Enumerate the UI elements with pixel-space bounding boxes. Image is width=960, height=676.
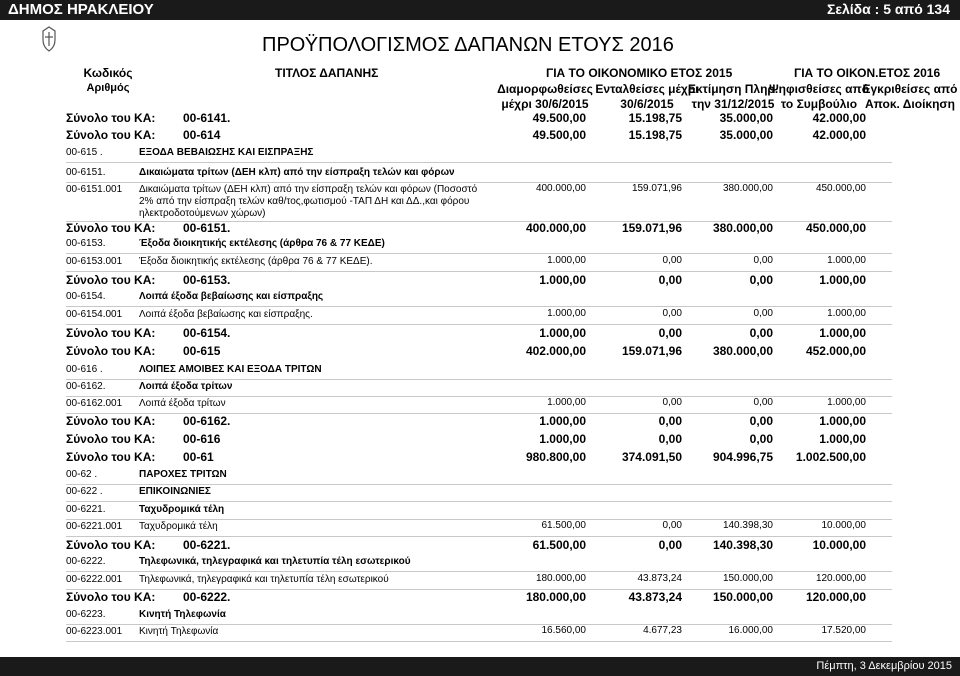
formed-amount: 402.000,00 xyxy=(525,344,586,358)
estimated-amount: 150.000,00 xyxy=(722,573,773,584)
formed-amount: 16.560,00 xyxy=(541,625,586,636)
estimated-amount: 380.000,00 xyxy=(712,221,773,235)
subtotal-code: 00-615 xyxy=(183,344,221,358)
category-title: Κινητή Τηλεφωνία xyxy=(139,609,226,620)
estimated-amount: 0,00 xyxy=(749,273,773,287)
category-code: 00-6223. xyxy=(66,609,106,620)
voted-amount: 450.000,00 xyxy=(805,221,866,235)
row-divider xyxy=(66,253,892,254)
formed-amount: 49.500,00 xyxy=(532,111,586,125)
formed-column-header xyxy=(490,82,600,112)
voted-amount: 450.000,00 xyxy=(815,183,866,194)
item-code: 00-6154.001 xyxy=(66,309,123,320)
category-code: 00-6222. xyxy=(66,556,106,567)
ordered-amount: 4.677,23 xyxy=(643,625,682,636)
ordered-amount: 159.071,96 xyxy=(621,221,682,235)
voted-amount: 10.000,00 xyxy=(812,538,866,552)
category-title: Τηλεφωνικά, τηλεγραφικά και τηλετυπία τέλη εσωτερικού xyxy=(139,556,411,567)
category-title: Έξοδα διοικητικής εκτέλεσης (άρθρα 76 & 77 ΚΕΔΕ) xyxy=(139,238,385,249)
page-indicator: Σελίδα : 5 από 134 xyxy=(826,1,950,17)
ordered-header-line2: 30/6/2015 xyxy=(620,97,674,111)
ordered-amount: 43.873,24 xyxy=(637,573,682,584)
category-code: 00-6153. xyxy=(66,238,106,249)
category-code: 00-622 . xyxy=(66,486,103,497)
estimated-amount: 0,00 xyxy=(749,326,773,340)
ordered-amount: 0,00 xyxy=(658,273,682,287)
estimated-amount: 140.398,30 xyxy=(722,520,773,531)
subtotal-code: 00-6221. xyxy=(183,538,231,552)
category-title: ΠΑΡΟΧΕΣ ΤΡΙΤΩΝ xyxy=(139,469,227,480)
voted-amount: 10.000,00 xyxy=(821,520,866,531)
code-column-header xyxy=(66,66,150,96)
formed-amount: 61.500,00 xyxy=(541,520,586,531)
fy2015-group-header: ΓΙΑ ΤΟ ΟΙΚΟΝΟΜΙΚΟ ΕΤΟΣ 2015 xyxy=(546,66,733,80)
subtotal-label: Σύνολο του ΚΑ: xyxy=(66,590,156,604)
formed-amount: 1.000,00 xyxy=(539,273,586,287)
estimated-amount: 35.000,00 xyxy=(719,111,773,125)
row-divider xyxy=(66,536,892,537)
voted-amount: 1.000,00 xyxy=(819,432,866,446)
ordered-amount: 0,00 xyxy=(658,432,682,446)
page-header-bar xyxy=(0,0,960,20)
item-code: 00-6222.001 xyxy=(66,574,123,585)
voted-amount: 1.002.500,00 xyxy=(795,450,866,464)
voted-amount: 1.000,00 xyxy=(819,326,866,340)
voted-amount: 17.520,00 xyxy=(821,625,866,636)
fy2016-group-header: ΓΙΑ ΤΟ ΟΙΚΟΝ.ΕΤΟΣ 2016 xyxy=(794,66,941,80)
subtotal-label: Σύνολο του ΚΑ: xyxy=(66,414,156,428)
formed-amount: 1.000,00 xyxy=(547,255,586,266)
subtotal-code: 00-6222. xyxy=(183,590,231,604)
document-title: ΠΡΟΫΠΟΛΟΓΙΣΜΟΣ ΔΑΠΑΝΩΝ ΕΤΟΥΣ 2016 xyxy=(262,34,674,56)
emblem-icon xyxy=(40,26,58,52)
footer-date: Πέμπτη, 3 Δεκεμβρίου 2015 xyxy=(816,660,952,672)
subtotal-label: Σύνολο του ΚΑ: xyxy=(66,111,156,125)
ordered-amount: 374.091,50 xyxy=(621,450,682,464)
formed-header-line2: μέχρι 30/6/2015 xyxy=(501,97,589,111)
subtotal-code: 00-6153. xyxy=(183,273,231,287)
item-description: Λοιπά έξοδα τρίτων xyxy=(139,398,226,409)
item-description-line3: ηλεκτροδοτούμενων χώρων) xyxy=(139,208,266,219)
category-title: ΛΟΙΠΕΣ ΑΜΟΙΒΕΣ ΚΑΙ ΕΞΟΔΑ ΤΡΙΤΩΝ xyxy=(139,364,322,375)
voted-amount: 120.000,00 xyxy=(815,573,866,584)
expense-title-header: ΤΙΤΛΟΣ ΔΑΠΑΝΗΣ xyxy=(275,66,379,80)
ordered-amount: 0,00 xyxy=(662,308,682,319)
row-divider xyxy=(66,324,892,325)
formed-amount: 980.800,00 xyxy=(525,450,586,464)
ordered-amount: 159.071,96 xyxy=(621,344,682,358)
category-code: 00-6154. xyxy=(66,291,106,302)
item-code: 00-6151.001 xyxy=(66,184,123,195)
category-code: 00-62 . xyxy=(66,469,98,480)
category-title: Λοιπά έξοδα τρίτων xyxy=(139,381,233,392)
item-code: 00-6162.001 xyxy=(66,398,123,409)
item-description: Έξοδα διοικητικής εκτέλεσης (άρθρα 76 & 77 ΚΕΔΕ). xyxy=(139,256,373,267)
subtotal-label: Σύνολο του ΚΑ: xyxy=(66,538,156,552)
formed-header-line1: Διαμορφωθείσες xyxy=(497,82,593,96)
row-divider xyxy=(66,641,892,642)
ordered-amount: 0,00 xyxy=(658,538,682,552)
item-code: 00-6153.001 xyxy=(66,256,123,267)
ordered-amount: 0,00 xyxy=(658,414,682,428)
code-header-line2: Αριθμός xyxy=(86,82,130,94)
estimated-amount: 140.398,30 xyxy=(712,538,773,552)
subtotal-label: Σύνολο του ΚΑ: xyxy=(66,128,156,142)
item-description: Κινητή Τηλεφωνία xyxy=(139,626,219,637)
formed-amount: 1.000,00 xyxy=(539,432,586,446)
formed-amount: 49.500,00 xyxy=(532,128,586,142)
voted-amount: 42.000,00 xyxy=(812,128,866,142)
category-code: 00-6162. xyxy=(66,381,106,392)
formed-amount: 61.500,00 xyxy=(532,538,586,552)
formed-amount: 1.000,00 xyxy=(547,308,586,319)
formed-amount: 1.000,00 xyxy=(539,326,586,340)
subtotal-code: 00-6154. xyxy=(183,326,231,340)
subtotal-label: Σύνολο του ΚΑ: xyxy=(66,450,156,464)
row-divider xyxy=(66,306,892,307)
ordered-amount: 0,00 xyxy=(658,326,682,340)
ordered-amount: 0,00 xyxy=(662,255,682,266)
voted-amount: 1.000,00 xyxy=(819,414,866,428)
category-code: 00-6221. xyxy=(66,504,106,515)
row-divider xyxy=(66,271,892,272)
formed-amount: 1.000,00 xyxy=(539,414,586,428)
estimated-amount: 380.000,00 xyxy=(722,183,773,194)
estimated-amount: 16.000,00 xyxy=(728,625,773,636)
row-divider xyxy=(66,379,892,380)
estimated-amount: 904.996,75 xyxy=(712,450,773,464)
row-divider xyxy=(66,162,892,163)
category-title: ΕΠΙΚΟΙΝΩΝΙΕΣ xyxy=(139,486,211,497)
voted-amount: 1.000,00 xyxy=(827,255,866,266)
subtotal-label: Σύνολο του ΚΑ: xyxy=(66,326,156,340)
ordered-amount: 43.873,24 xyxy=(628,590,682,604)
subtotal-code: 00-6141. xyxy=(183,111,231,125)
subtotal-code: 00-614 xyxy=(183,128,221,142)
formed-amount: 1.000,00 xyxy=(547,397,586,408)
ordered-amount: 15.198,75 xyxy=(628,128,682,142)
voted-column-header xyxy=(764,82,874,112)
voted-header-line2: το Συμβούλιο xyxy=(780,97,858,111)
estimated-amount: 380.000,00 xyxy=(712,344,773,358)
item-description: Ταχυδρομικά τέλη xyxy=(139,521,218,532)
voted-amount: 1.000,00 xyxy=(827,308,866,319)
estimated-amount: 150.000,00 xyxy=(712,590,773,604)
estimated-amount: 0,00 xyxy=(753,255,773,266)
category-title: ΕΞΟΔΑ ΒΕΒΑΙΩΣΗΣ ΚΑΙ ΕΙΣΠΡΑΞΗΣ xyxy=(139,147,314,158)
subtotal-label: Σύνολο του ΚΑ: xyxy=(66,221,156,235)
voted-amount: 42.000,00 xyxy=(812,111,866,125)
formed-amount: 180.000,00 xyxy=(535,573,586,584)
approved-header-line1: Εγκριθείσες από xyxy=(862,82,958,96)
formed-amount: 400.000,00 xyxy=(535,183,586,194)
subtotal-code: 00-6151. xyxy=(183,221,231,235)
approved-column-header xyxy=(860,82,960,112)
code-header-line1: Κωδικός xyxy=(83,66,133,80)
row-divider xyxy=(66,571,892,572)
ordered-amount: 159.071,96 xyxy=(631,183,682,194)
approved-header-line2: Αποκ. Διοίκηση xyxy=(865,97,955,111)
voted-amount: 452.000,00 xyxy=(805,344,866,358)
category-code: 00-615 . xyxy=(66,147,103,158)
subtotal-code: 00-616 xyxy=(183,432,221,446)
item-description: Λοιπά έξοδα βεβαίωσης και είσπραξης. xyxy=(139,309,313,320)
estimate-header-line2: την 31/12/2015 xyxy=(691,97,775,111)
estimated-amount: 0,00 xyxy=(753,308,773,319)
voted-amount: 120.000,00 xyxy=(805,590,866,604)
category-code: 00-616 . xyxy=(66,364,103,375)
row-divider xyxy=(66,484,892,485)
item-code: 00-6223.001 xyxy=(66,626,123,637)
subtotal-label: Σύνολο του ΚΑ: xyxy=(66,273,156,287)
estimated-amount: 35.000,00 xyxy=(719,128,773,142)
ordered-amount: 0,00 xyxy=(662,520,682,531)
category-title: Δικαιώματα τρίτων (ΔΕΗ κλπ) από την είσπραξη τελών και φόρων xyxy=(139,167,455,178)
item-description-line2: 2% από την είσπραξη τελών καθ/τος,φωτισμού -ΤΑΠ ΔΗ και ΔΔ.,και φόρου xyxy=(139,196,470,207)
category-code: 00-6151. xyxy=(66,167,106,178)
voted-amount: 1.000,00 xyxy=(827,397,866,408)
organization-name: ΔΗΜΟΣ ΗΡΑΚΛΕΙΟΥ xyxy=(8,1,154,18)
ordered-amount: 0,00 xyxy=(662,397,682,408)
item-code: 00-6221.001 xyxy=(66,521,123,532)
ordered-amount: 15.198,75 xyxy=(628,111,682,125)
item-description: Δικαιώματα τρίτων (ΔΕΗ κλπ) από την είσπραξη τελών και φόρων (Ποσοστό xyxy=(139,184,478,195)
estimated-amount: 0,00 xyxy=(753,397,773,408)
voted-amount: 1.000,00 xyxy=(819,273,866,287)
subtotal-label: Σύνολο του ΚΑ: xyxy=(66,344,156,358)
estimated-amount: 0,00 xyxy=(749,414,773,428)
item-description: Τηλεφωνικά, τηλεγραφικά και τηλετυπία τέλη εσωτερικού xyxy=(139,574,389,585)
category-title: Λοιπά έξοδα βεβαίωσης και είσπραξης xyxy=(139,291,324,302)
category-title: Ταχυδρομικά τέλη xyxy=(139,504,225,515)
subtotal-label: Σύνολο του ΚΑ: xyxy=(66,432,156,446)
formed-amount: 400.000,00 xyxy=(525,221,586,235)
ordered-header-line1: Ενταλθείσες μέχρι xyxy=(595,82,699,96)
formed-amount: 180.000,00 xyxy=(525,590,586,604)
subtotal-code: 00-61 xyxy=(183,450,214,464)
voted-header-line1: Ψηφισθείσες από xyxy=(768,82,870,96)
subtotal-code: 00-6162. xyxy=(183,414,231,428)
estimate-header-line1: Εκτίμηση Πληρ. xyxy=(687,82,779,96)
estimated-amount: 0,00 xyxy=(749,432,773,446)
row-divider xyxy=(66,501,892,502)
